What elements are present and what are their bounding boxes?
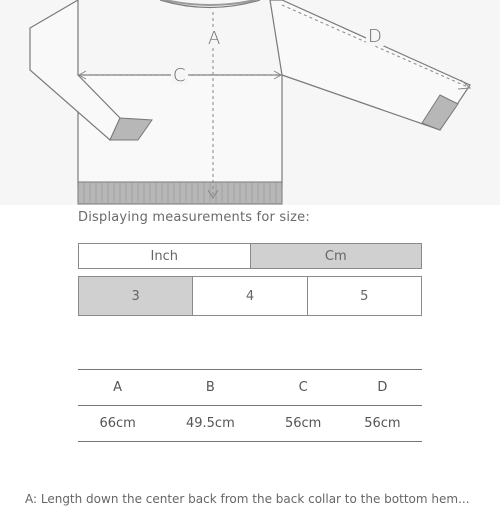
size-selector [78,276,422,316]
value-d: 56cm [364,416,401,431]
unit-inch-button[interactable]: Inch [78,243,251,269]
value-b: 49.5cm [185,416,235,431]
size-4-button[interactable]: 4 [193,276,307,316]
header-c: C [298,380,308,395]
unit-cm-button[interactable]: Cm [251,243,423,269]
table-header-row [78,370,422,406]
value-c: 56cm [284,416,322,431]
size-5-button[interactable]: 5 [308,276,422,316]
sweater-diagram [0,0,500,205]
header-d: D [377,380,388,395]
size-3-button[interactable]: 3 [78,276,193,316]
header-a: A [113,380,123,395]
measurement-table [78,369,422,442]
dimension-a-label: A [208,28,221,49]
unit-toggle [78,243,422,269]
size-caption: Displaying measurements for size: [78,210,310,225]
value-a: 66cm [99,416,136,431]
header-b: B [205,380,215,395]
table-row [78,406,422,442]
dimension-c-label: C [173,65,186,86]
measurement-description: A: Length down the center back from the back collar to the bottom hem... [25,492,470,506]
dimension-d-label: D [368,26,382,47]
collar [160,0,260,6]
